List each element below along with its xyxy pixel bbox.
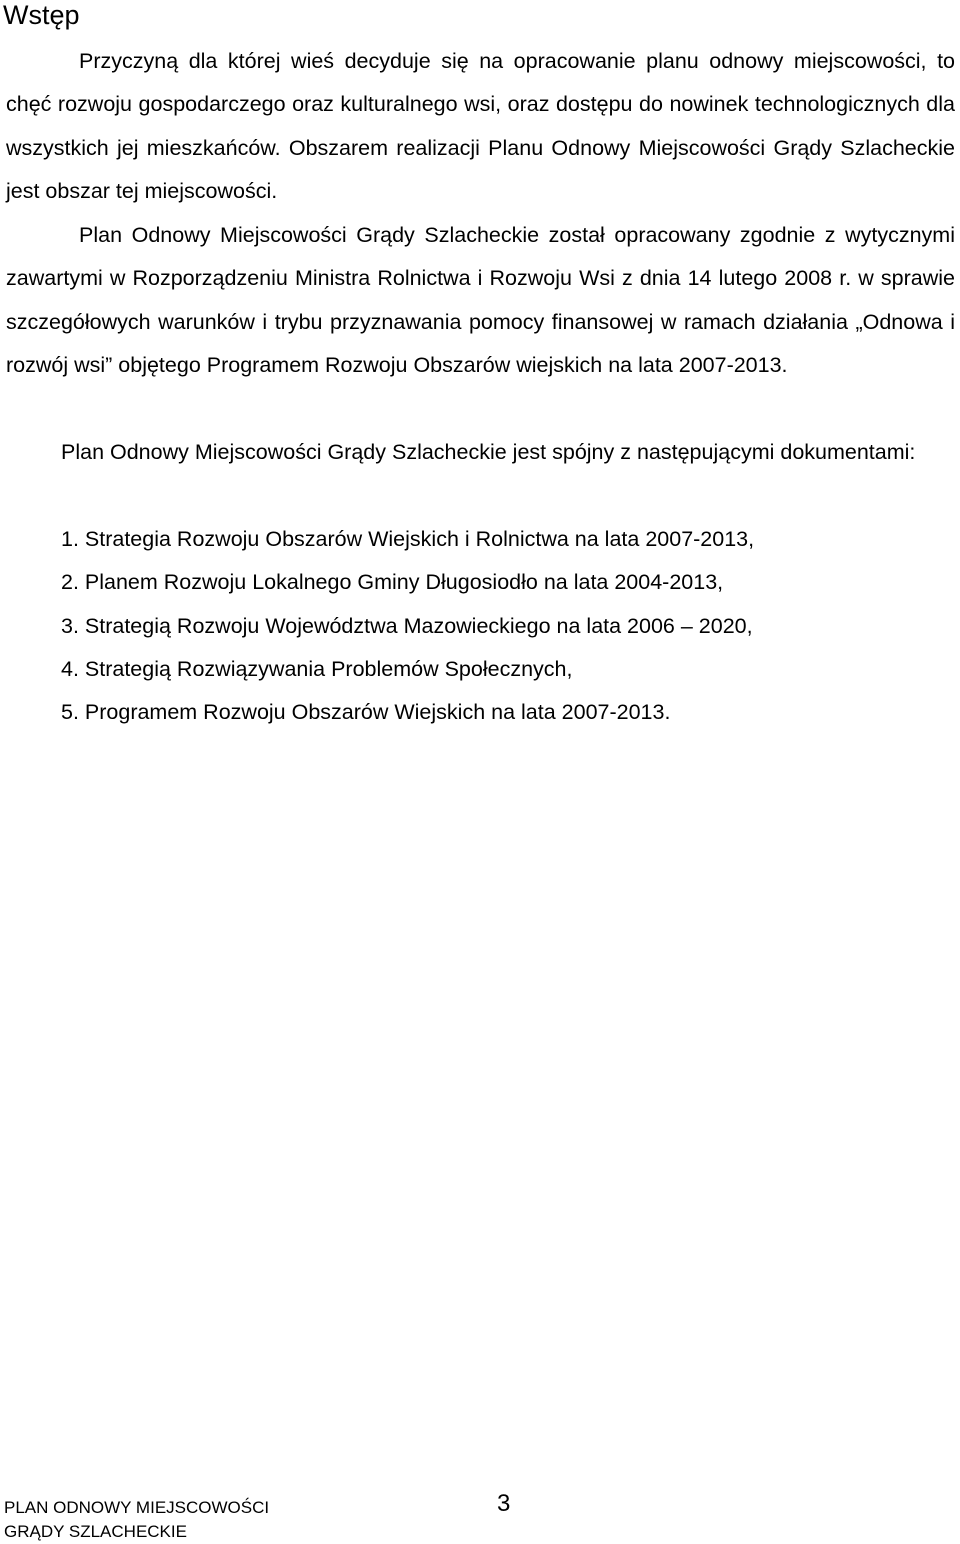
list-item: 4. Strategią Rozwiązywania Problemów Społecznych, xyxy=(61,656,573,681)
list-item: 1. Strategia Rozwoju Obszarów Wiejskich i Rolnictwa na lata 2007-2013, xyxy=(61,527,755,551)
page-number: 3 xyxy=(497,1490,511,1517)
coherence-paragraph: Plan Odnowy Miejscowości Grądy Szlacheckie jest spójny z następującymi dokumentami: xyxy=(61,440,916,464)
footer-line-1: PLAN ODNOWY MIEJSCOWOŚCI xyxy=(4,1498,270,1517)
intro-paragraph: Przyczyną dla której wieś decyduje się na opracowanie planu odnowy miejscowości, to chęć rozwoju gospodarczego oraz kulturalnego wsi, oraz dostępu do nowinek technologicznych dla wszystkich jej mieszkańców. Obszarem realizacji Planu Odnowy Miejscowości Grądy Szlacheckie jest obszar tej miejscowości. xyxy=(6,49,955,203)
page-title: Wstęp xyxy=(3,0,80,30)
list-item: 5. Programem Rozwoju Obszarów Wiejskich na lata 2007-2013. xyxy=(61,700,671,725)
regulation-paragraph: Plan Odnowy Miejscowości Grądy Szlacheckie został opracowany zgodnie z wytycznymi zawartymi w Rozporządzeniu Ministra Rolnictwa i Rozwoju Wsi z dnia 14 lutego 2008 r. w sprawie szczegółowych warunków i trybu przyznawania pomocy finansowej w ramach działania „Odnowa i rozwój wsi” objętego Programem Rozwoju Obszarów wiejskich na lata 2007-2013. xyxy=(6,223,955,377)
footer xyxy=(4,1496,269,1544)
list-item: 2. Planem Rozwoju Lokalnego Gminy Długosiodło na lata 2004-2013, xyxy=(61,570,724,595)
list-item: 3. Strategią Rozwoju Województwa Mazowieckiego na lata 2006 – 2020, xyxy=(61,613,753,638)
documents-list xyxy=(61,518,754,734)
footer-line-2: GRĄDY SZLACHECKIE xyxy=(4,1522,187,1541)
